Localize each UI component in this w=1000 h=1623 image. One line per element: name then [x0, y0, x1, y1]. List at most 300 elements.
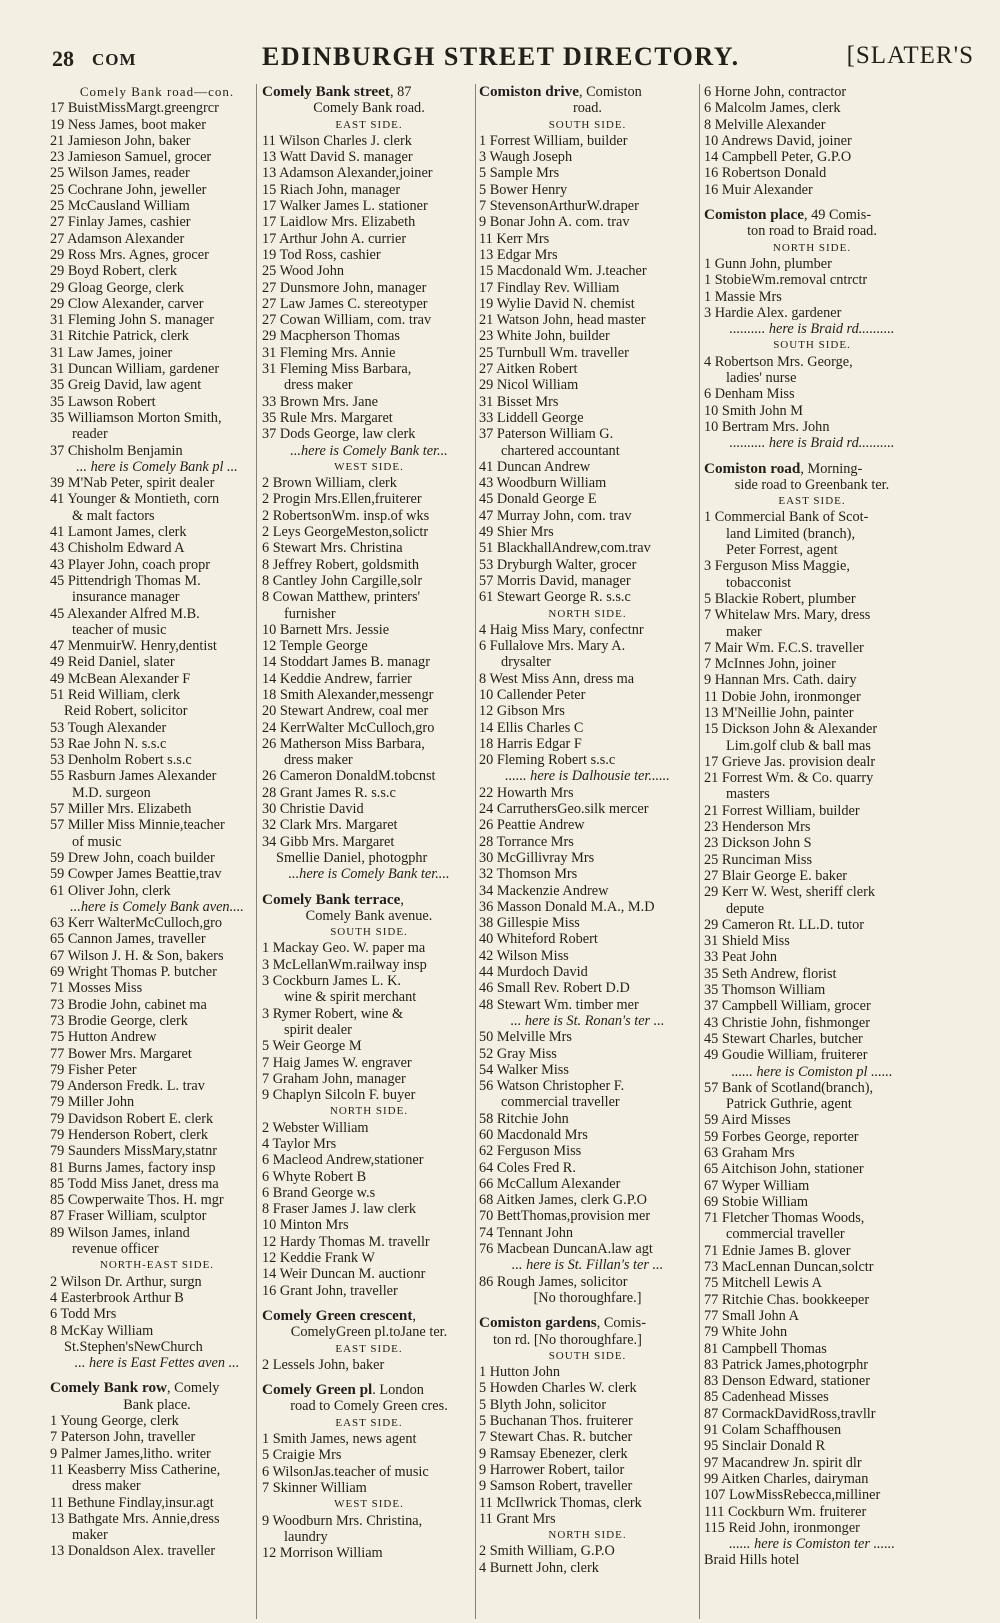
street-name: Comiston road [704, 460, 801, 477]
entry-line: 4 Taylor Mrs [262, 1136, 337, 1152]
entry-line: 10 Barnett Mrs. Jessie [262, 621, 390, 638]
entry-line: 33 Liddell George [479, 409, 584, 426]
street-description: Comely Bank road. [313, 100, 425, 117]
entry-line: 57 Morris David, manager [479, 572, 631, 589]
street-heading-rest: , Morning- [800, 460, 863, 477]
column-3 [475, 84, 696, 1619]
entry-line: 71 Fletcher Thomas Woods, [704, 1210, 865, 1227]
entry-line: 11 McIlwrick Thomas, clerk [479, 1494, 642, 1511]
entry-line: 45 Stewart Charles, butcher [704, 1030, 863, 1047]
entry-line: 5 Weir George M [262, 1038, 362, 1055]
entry-line: 23 White John, builder [479, 328, 610, 345]
entry-line: 45 Alexander Alfred M.B. [50, 605, 200, 622]
entry-line: 11 Kerr Mrs [479, 230, 550, 247]
entry-continuation: ton rd. [No thoroughfare.] [493, 1331, 642, 1348]
entry-line: 40 Whiteford Robert [479, 931, 598, 948]
entry-line: 58 Ritchie John [479, 1110, 569, 1127]
publisher-mark: [SLATER'S [846, 42, 974, 69]
entry-line: 9 Chaplyn Silcoln F. buyer [262, 1087, 416, 1104]
entry-line: 60 Macdonald Mrs [479, 1127, 588, 1143]
entry-line: 35 Thomson William [704, 982, 826, 999]
entry-line: 41 Younger & Montieth, corn [50, 491, 220, 508]
entry-line: 9 Palmer James,litho. writer [50, 1445, 211, 1462]
entry-line: 74 Tennant John [479, 1224, 574, 1241]
entry-line: 12 Temple George [262, 638, 368, 655]
entry-line: 7 Skinner William [262, 1479, 367, 1496]
entry-line: 37 Dods George, law clerk [262, 426, 416, 443]
street-heading [479, 84, 696, 100]
entry-line: 9 Woodburn Mrs. Christina, [262, 1512, 423, 1529]
section-label: COM [92, 50, 137, 69]
entry-line: 12 Gibson Mrs [479, 703, 565, 720]
entry-line: 47 Murray John, com. trav [479, 507, 632, 524]
entry-line: 15 Macdonald Wm. J.teacher [479, 263, 647, 280]
street-heading [262, 1308, 476, 1324]
spacer [704, 198, 920, 207]
entry-line: 5 Sample Mrs [479, 165, 560, 182]
entry-line: 8 Fraser James J. law clerk [262, 1201, 417, 1218]
entry-line: 12 Hardy Thomas M. travellr [262, 1233, 430, 1250]
cross-street-note: ...... here is Comiston ter ...... [729, 1536, 895, 1553]
entry-line: 6 Brand George w.s [262, 1184, 376, 1201]
street-heading-rest: . London [372, 1382, 424, 1399]
cross-street-note: ...here is Comely Bank aven.... [70, 898, 244, 915]
entry-line: 34 Mackenzie Andrew [479, 882, 609, 899]
entry-line: 83 Patrick James,photogrphr [704, 1356, 868, 1373]
entry-line: 13 M'Neillie John, painter [704, 704, 854, 721]
entry-line: 6 Todd Mrs [50, 1306, 117, 1323]
entry-line: 12 Keddie Frank W [262, 1250, 375, 1267]
street-name: Comely Bank row [50, 1380, 168, 1397]
entry-line: 25 Cochrane John, jeweller [50, 181, 207, 198]
entry-line: 59 Forbes George, reporter [704, 1128, 859, 1145]
entry-line: 14 Keddie Andrew, farrier [262, 670, 412, 687]
spacer [262, 1373, 476, 1382]
entry-line: 29 Macpherson Thomas [262, 328, 400, 345]
side-label: NORTH SIDE. [548, 607, 627, 620]
spacer [479, 1306, 696, 1315]
entry-line: 8 Cowan Matthew, printers' [262, 589, 421, 606]
entry-line: 6 Macleod Andrew,stationer [262, 1152, 424, 1169]
entry-continuation: wine & spirit merchant [284, 989, 417, 1006]
entry-line: 11 Bethune Findlay,insur.agt [50, 1494, 214, 1511]
entry-line: 55 Rasburn James Alexander [50, 768, 217, 785]
entry-line: 1 Massie Mrs [704, 288, 782, 305]
entry-line: 6 WilsonJas.teacher of music [262, 1463, 429, 1480]
entry-line: 38 Gillespie Miss [479, 915, 580, 932]
entry-line: 16 Grant John, traveller [262, 1282, 398, 1299]
entry-line: 10 Bertram Mrs. John [704, 418, 830, 435]
street-heading-rest: , [400, 891, 404, 908]
entry-line: 1 StobieWm.removal cntrctr [704, 272, 868, 289]
spacer [704, 452, 920, 461]
entry-line: 32 Clark Mrs. Margaret [262, 817, 398, 834]
entry-line: 6 Horne John, contractor [704, 84, 847, 100]
cross-street-note: ... here is East Fettes aven ... [74, 1355, 240, 1372]
entry-line: 59 Aird Misses [704, 1112, 791, 1129]
entry-line: 50 Melville Mrs [479, 1029, 572, 1046]
entry-line: 42 Wilson Miss [479, 947, 569, 964]
entry-line: 70 BettThomas,provision mer [479, 1208, 651, 1225]
entry-line: 19 Tod Ross, cashier [262, 246, 381, 263]
entry-line: 49 Shier Mrs [479, 524, 554, 541]
entry-line: 20 Fleming Robert s.s.c [479, 752, 616, 769]
entry-line: 69 Wright Thomas P. butcher [50, 964, 217, 981]
entry-line: 53 Tough Alexander [50, 719, 167, 736]
entry-line: 87 Fraser William, sculptor [50, 1208, 207, 1225]
entry-line: 15 Riach John, manager [262, 181, 401, 198]
entry-line: Braid Hills hotel [704, 1552, 800, 1569]
entry-line: 2 Lessels John, baker [262, 1356, 385, 1373]
entry-line: 77 Ritchie Chas. bookkeeper [704, 1291, 870, 1308]
street-heading [704, 461, 920, 477]
street-heading [262, 1382, 476, 1398]
entry-continuation: teacher of music [72, 621, 167, 638]
entry-line: 31 Bisset Mrs [479, 393, 559, 410]
street-name: Comiston gardens [479, 1315, 597, 1332]
entry-line: 8 Melville Alexander [704, 116, 826, 133]
side-label: WEST SIDE. [334, 460, 404, 473]
entry-continuation: commercial traveller [726, 1226, 845, 1243]
entry-continuation: drysalter [501, 654, 552, 671]
entry-line: 31 Ritchie Patrick, clerk [50, 328, 189, 345]
entry-line: 79 Anderson Fredk. L. trav [50, 1078, 205, 1095]
street-heading-rest: , 49 Comis- [803, 207, 872, 224]
entry-continuation: dress maker [284, 377, 353, 394]
entry-line: 3 Waugh Joseph [479, 149, 573, 166]
entry-line: 59 Drew John, coach builder [50, 849, 215, 866]
entry-line: 79 Saunders MissMary,statnr [50, 1143, 218, 1160]
cross-street-note: ... here is St. Fillan's ter ... [511, 1257, 664, 1274]
entry-continuation: spirit dealer [284, 1021, 352, 1038]
entry-line: 68 Aitken James, clerk G.P.O [479, 1192, 647, 1209]
entry-line: 37 Paterson William G. [479, 426, 614, 443]
entry-line: 26 Peattie Andrew [479, 817, 585, 834]
entry-line: 29 Gloag George, clerk [50, 279, 184, 296]
entry-line: 16 Muir Alexander [704, 181, 813, 198]
entry-line: 95 Sinclair Donald R [704, 1438, 826, 1455]
entry-continuation: commercial traveller [501, 1094, 620, 1111]
entry-line: 27 Blair George E. baker [704, 867, 848, 884]
entry-line: 3 Rymer Robert, wine & [262, 1005, 404, 1022]
directory-columns [35, 84, 985, 1619]
entry-line: 16 Robertson Donald [704, 165, 827, 182]
entry-continuation: Patrick Guthrie, agent [726, 1096, 852, 1113]
entry-line: 1 Commercial Bank of Scot- [704, 509, 869, 526]
entry-continuation: of music [72, 833, 122, 850]
entry-line: 13 Watt David S. manager [262, 149, 413, 166]
entry-line: 25 McCausland William [50, 198, 190, 215]
entry-line: 7 Graham John, manager [262, 1070, 406, 1087]
street-name: Comely Green pl [262, 1382, 373, 1399]
entry-line: 33 Peat John [704, 949, 778, 966]
entry-line: 66 McCallum Alexander [479, 1175, 621, 1192]
entry-line: 53 Rae John N. s.s.c [50, 735, 167, 752]
cross-street-note: ...... here is Dalhousie ter...... [505, 768, 670, 785]
entry-line: 65 Cannon James, traveller [50, 931, 206, 948]
entry-line: 45 Donald George E [479, 491, 597, 508]
entry-line: 35 Greig David, law agent [50, 377, 202, 394]
entry-line: 13 Edgar Mrs [479, 246, 558, 263]
entry-line: 35 Lawson Robert [50, 393, 156, 410]
cross-street-note: ...... here is Comiston pl ...... [731, 1063, 893, 1080]
entry-line: 91 Colam Schaffhousen [704, 1422, 842, 1439]
entry-continuation: chartered accountant [501, 442, 620, 459]
entry-line: 89 Wilson James, inland [50, 1224, 190, 1241]
entry-line: 3 Ferguson Miss Maggie, [704, 558, 850, 575]
entry-line: 15 Dickson John & Alexander [704, 721, 878, 738]
entry-line: 6 Malcolm James, clerk [704, 100, 841, 117]
entry-line: 51 BlackhallAndrew,com.trav [479, 540, 651, 557]
entry-line: 13 Adamson Alexander,joiner [262, 165, 433, 182]
entry-line: 1 Smith James, news agent [262, 1431, 417, 1448]
entry-line: 5 Blyth John, solicitor [479, 1396, 607, 1413]
entry-line: 10 Smith John M [704, 402, 803, 419]
entry-line: 48 Stewart Wm. timber mer [479, 996, 639, 1013]
cross-street-note: ... here is Comely Bank pl ... [76, 458, 238, 475]
entry-line: 5 Bower Henry [479, 181, 568, 198]
entry-line: 115 Reid John, ironmonger [704, 1519, 860, 1536]
entry-line: 31 Fleming Miss Barbara, [262, 361, 412, 378]
entry-line: 83 Denson Edward, stationer [704, 1373, 870, 1390]
entry-line: 39 M'Nab Peter, spirit dealer [50, 475, 215, 492]
entry-line: 85 Todd Miss Janet, dress ma [50, 1175, 219, 1192]
entry-line: 1 Gunn John, plumber [704, 255, 832, 272]
entry-line: 54 Walker Miss [479, 1061, 569, 1078]
entry-line: 6 Denham Miss [704, 386, 795, 403]
entry-line: 77 Bower Mrs. Margaret [50, 1045, 192, 1062]
entry-line: 14 Campbell Peter, G.P.O [704, 149, 852, 166]
entry-line: 81 Campbell Thomas [704, 1340, 827, 1357]
entry-line: 11 Grant Mrs [479, 1510, 556, 1527]
street-heading [704, 207, 920, 223]
entry-continuation: depute [726, 900, 765, 917]
entry-line: 27 Finlay James, cashier [50, 214, 191, 231]
entry-line: 25 Turnbull Wm. traveller [479, 344, 629, 361]
entry-continuation: masters [726, 786, 770, 803]
entry-line: 29 Ross Mrs. Agnes, grocer [50, 246, 209, 263]
entry-line: 1 Mackay Geo. W. paper ma [262, 940, 426, 957]
entry-line: 31 Law James, joiner [50, 344, 173, 361]
column-2 [256, 84, 476, 1619]
entry-line: 18 Smith Alexander,messengr [262, 686, 434, 703]
entry-line: 9 Ramsay Ebenezer, clerk [479, 1445, 628, 1462]
entry-line: 7 McInnes John, joiner [704, 656, 836, 673]
entry-line: 29 Clow Alexander, carver [50, 295, 204, 312]
entry-line: 29 Kerr W. West, sheriff clerk [704, 884, 876, 901]
entry-line: 49 Reid Daniel, slater [50, 654, 175, 671]
entry-line: 3 Cockburn James L. K. [262, 973, 401, 990]
entry-line: 21 Jamieson John, baker [50, 132, 191, 149]
column-4 [699, 84, 920, 1619]
street-description: road. [573, 100, 602, 117]
entry-line: 59 Cowper James Beattie,trav [50, 866, 222, 883]
entry-line: 71 Ednie James B. glover [704, 1242, 851, 1259]
entry-line: 19 Wylie David N. chemist [479, 295, 635, 312]
entry-continuation: Smellie Daniel, photogphr [276, 849, 428, 866]
entry-line: 31 Shield Miss [704, 933, 790, 950]
entry-line: 8 Jeffrey Robert, goldsmith [262, 556, 419, 573]
entry-line: 7 Mair Wm. F.C.S. traveller [704, 639, 864, 656]
entry-line: 73 Brodie John, cabinet ma [50, 996, 207, 1013]
page-number: 28 [52, 46, 74, 71]
entry-line: 13 Bathgate Mrs. Annie,dress [50, 1510, 220, 1527]
entry-line: 7 Haig James W. engraver [262, 1054, 412, 1071]
entry-line: 23 Henderson Mrs [704, 819, 811, 836]
entry-continuation: reader [72, 426, 108, 443]
entry-line: 81 Burns James, factory insp [50, 1159, 216, 1176]
street-heading-rest: , Comiston [578, 84, 642, 100]
entry-line: 23 Dickson John S [704, 835, 812, 852]
side-label: SOUTH SIDE. [773, 339, 851, 352]
entry-line: 49 Goudie William, fruiterer [704, 1047, 868, 1064]
street-name: Comely Bank terrace [262, 891, 401, 908]
entry-line: 10 Callender Peter [479, 686, 586, 703]
entry-line: 36 Masson Donald M.A., M.D [479, 898, 655, 915]
entry-line: 8 West Miss Ann, dress ma [479, 670, 635, 687]
entry-continuation: maker [72, 1527, 108, 1544]
entry-line: 17 Walker James L. stationer [262, 198, 428, 215]
entry-line: 10 Minton Mrs [262, 1217, 349, 1234]
entry-line: 23 Jamieson Samuel, grocer [50, 149, 212, 166]
entry-line: 14 Stoddart James B. managr [262, 654, 430, 671]
entry-line: 2 Brown William, clerk [262, 475, 397, 492]
entry-line: 14 Weir Duncan M. auctionr [262, 1266, 426, 1283]
entry-line: 14 Ellis Charles C [479, 719, 584, 736]
entry-line: 17 Laidlow Mrs. Elizabeth [262, 214, 416, 231]
entry-line: 69 Stobie William [704, 1193, 809, 1210]
entry-line: 45 Pittendrigh Thomas M. [50, 572, 201, 589]
entry-line: 30 Christie David [262, 801, 364, 818]
entry-line: 12 Morrison William [262, 1545, 383, 1562]
entry-line: 5 Blackie Robert, plumber [704, 590, 856, 607]
entry-continuation: Lim.golf club & ball mas [726, 737, 871, 754]
entry-line: 53 Dryburgh Walter, grocer [479, 556, 637, 573]
entry-continuation: dress maker [72, 1478, 141, 1495]
entry-line: 33 Brown Mrs. Jane [262, 393, 378, 410]
street-name: Comely Bank street [262, 84, 390, 100]
entry-line: 37 Chisholm Benjamin [50, 442, 183, 459]
entry-line: 17 BuistMissMargt.greengrcr [50, 100, 219, 117]
street-heading-rest: , 87 [389, 84, 412, 100]
entry-line: 25 Runciman Miss [704, 851, 813, 868]
entry-line: 21 Watson John, head master [479, 312, 646, 329]
entry-line: 57 Miller Mrs. Elizabeth [50, 801, 192, 818]
cross-street-note: .......... here is Braid rd.......... [729, 435, 895, 452]
entry-continuation: St.Stephen'sNewChurch [64, 1338, 203, 1355]
entry-line: 7 StevensonArthurW.draper [479, 198, 639, 215]
entry-continuation: Reid Robert, solicitor [64, 703, 188, 720]
entry-line: 57 Miller Miss Minnie,teacher [50, 817, 225, 834]
entry-line: 24 CarruthersGeo.silk mercer [479, 801, 649, 818]
entry-line: 77 Small John A [704, 1307, 799, 1324]
street-description: ton road to Braid road. [747, 223, 877, 240]
side-label: SOUTH SIDE. [548, 1349, 627, 1362]
entry-line: 17 Findlay Rev. William [479, 279, 620, 296]
entry-line: 57 Bank of Scotland(branch), [704, 1079, 874, 1096]
entry-line: 43 Woodburn William [479, 475, 607, 492]
street-heading [262, 84, 476, 100]
entry-line: 29 Nicol William [479, 377, 579, 394]
continued-heading: Comely Bank road—con. [79, 84, 235, 99]
entry-line: 67 Wyper William [704, 1177, 810, 1194]
entry-line: 31 Fleming John S. manager [50, 312, 215, 329]
entry-line: 44 Murdoch David [479, 964, 588, 981]
entry-line: 27 Cowan William, com. trav [262, 312, 432, 329]
entry-line: 11 Dobie John, ironmonger [704, 688, 861, 705]
entry-line: 43 Chisholm Edward A [50, 540, 185, 557]
entry-line: 9 Samson Robert, traveller [479, 1478, 633, 1495]
entry-line: 43 Christie John, fishmonger [704, 1014, 870, 1031]
entry-line: 1 Hutton John [479, 1364, 561, 1381]
side-label: EAST SIDE. [335, 118, 403, 131]
entry-line: 2 Leys GeorgeMeston,solictr [262, 524, 429, 541]
entry-line: 19 Ness James, boot maker [50, 116, 207, 133]
entry-line: 4 Robertson Mrs. George, [704, 353, 853, 370]
entry-line: 4 Easterbrook Arthur B [50, 1289, 184, 1306]
entry-line: 61 Oliver John, clerk [50, 882, 171, 899]
entry-line: 79 Davidson Robert E. clerk [50, 1110, 214, 1127]
entry-line: 75 Mitchell Lewis A [704, 1275, 822, 1292]
entry-line: 85 Cowperwaite Thos. H. mgr [50, 1192, 224, 1209]
entry-line: 11 Wilson Charles J. clerk [262, 132, 412, 149]
entry-line: 75 Hutton Andrew [50, 1029, 157, 1046]
side-label: NORTH SIDE. [772, 241, 852, 254]
entry-line: 79 Henderson Robert, clerk [50, 1127, 209, 1143]
entry-line: 9 Harrower Robert, tailor [479, 1461, 625, 1478]
entry-line: 87 CormackDavidRoss,travllr [704, 1405, 876, 1422]
street-heading [479, 1315, 696, 1331]
entry-line: 28 Torrance Mrs [479, 833, 574, 850]
entry-line: 27 Law James C. stereotyper [262, 295, 428, 312]
entry-line: 4 Burnett John, clerk [479, 1559, 599, 1576]
cross-street-note: ... here is St. Ronan's ter ... [510, 1012, 665, 1029]
entry-line: 2 Wilson Dr. Arthur, surgn [50, 1273, 202, 1290]
street-description: [No thoroughfare.] [533, 1289, 642, 1306]
entry-line: 61 Stewart George R. s.s.c [479, 589, 631, 606]
entry-continuation: land Limited (branch), [726, 525, 856, 542]
entry-line: 6 Stewart Mrs. Christina [262, 540, 403, 557]
entry-line: 17 Grieve Jas. provision dealr [704, 753, 876, 770]
street-description: ComelyGreen pl.toJane ter. [290, 1324, 448, 1341]
entry-line: 8 Cantley John Cargille,solr [262, 572, 423, 589]
entry-line: 25 Wilson James, reader [50, 165, 190, 182]
entry-line: 46 Small Rev. Robert D.D [479, 980, 630, 997]
entry-line: 62 Ferguson Miss [479, 1143, 582, 1160]
entry-line: 107 LowMissRebecca,milliner [704, 1487, 881, 1504]
entry-line: 7 Whitelaw Mrs. Mary, dress [704, 607, 871, 624]
entry-line: 41 Lamont James, clerk [50, 524, 187, 541]
entry-line: 73 Brodie George, clerk [50, 1012, 188, 1029]
entry-continuation: insurance manager [72, 589, 180, 606]
entry-line: 64 Coles Fred R. [479, 1159, 576, 1176]
entry-continuation: revenue officer [72, 1241, 159, 1258]
entry-line: 2 Webster William [262, 1119, 369, 1136]
cross-street-note: .......... here is Braid rd.......... [729, 321, 895, 338]
entry-continuation: tobacconist [726, 574, 792, 591]
entry-line: 28 Grant James R. s.s.c [262, 784, 396, 801]
entry-continuation: laundry [284, 1528, 328, 1545]
street-heading-rest: , [412, 1307, 416, 1324]
entry-continuation: & malt factors [72, 507, 155, 524]
entry-line: 43 Player John, coach propr [50, 556, 211, 573]
entry-continuation: dress maker [284, 752, 353, 769]
street-heading-rest: , Comis- [596, 1315, 646, 1332]
side-label: EAST SIDE. [335, 1416, 403, 1429]
entry-line: 51 Reid William, clerk [50, 686, 181, 703]
page-title: EDINBURGH STREET DIRECTORY. [262, 42, 740, 71]
entry-line: 2 RobertsonWm. insp.of wks [262, 507, 430, 524]
